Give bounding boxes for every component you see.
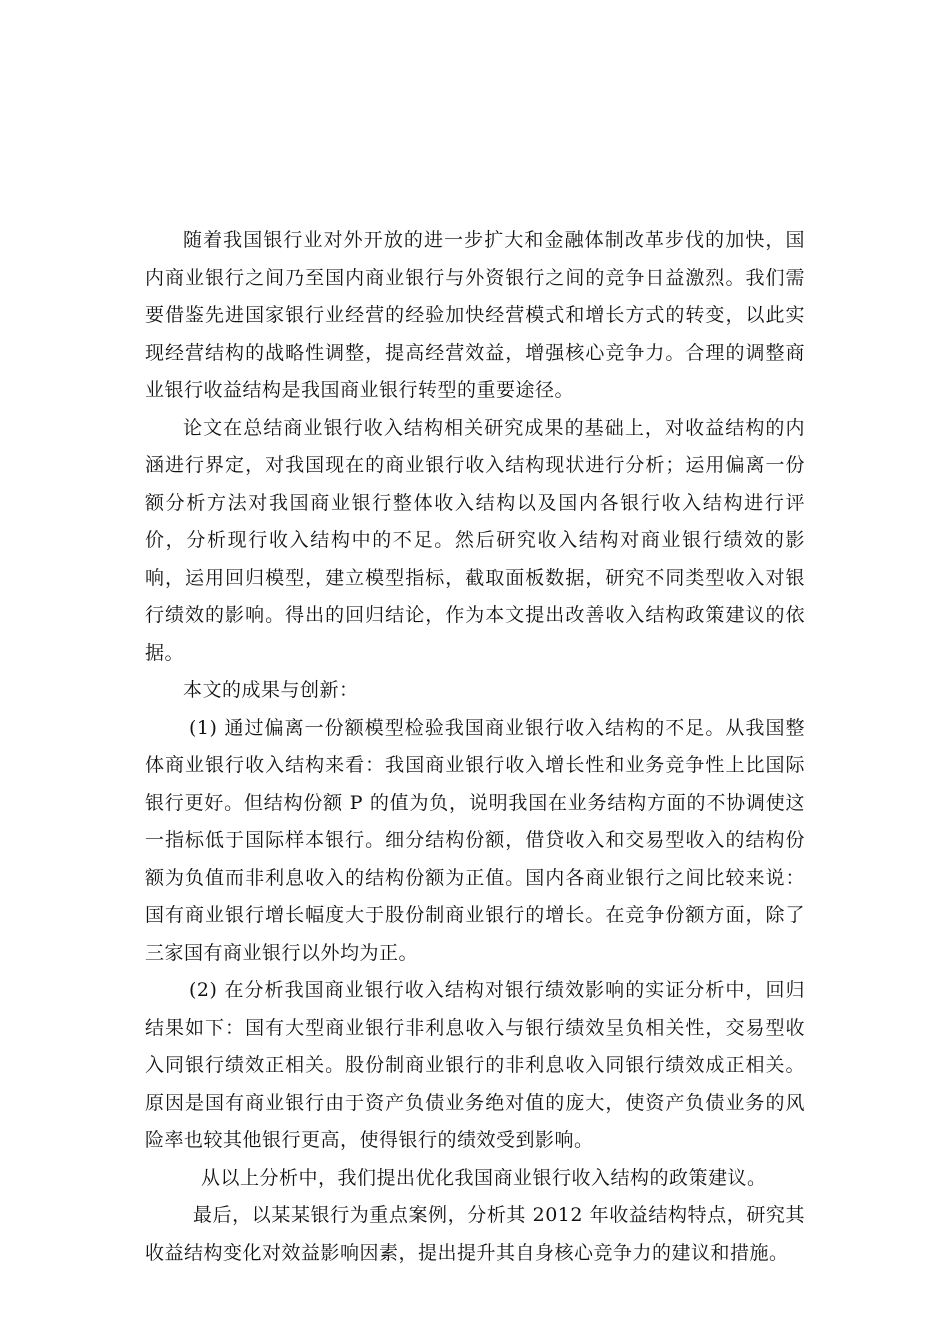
body-text (145, 222, 805, 1272)
paragraph-contributions-heading: 本文的成果与创新： (183, 679, 359, 701)
paragraph-contribution-1: (1) 通过偏离一份额模型检验我国商业银行收入结构的不足。从我国整体商业银行收入结构来看：我国商业银行收入增长性和业务竞争性上比国际银行更好。但结构份额 P 的值为负，说明我国在业务结构方面的不协调使这一指标低于国际样本银行。细分结构份额，借贷收入和交易型收入的结构份额为负值而非利息收入的结构份额为正值。国内各商业银行之间比较来说：国有商业银行增长幅度大于股份制商业银行的增长。在竞争份额方面，除了三家国有商业银行以外均为正。 (145, 716, 805, 964)
paragraph-case-study: 最后，以某某银行为重点案例，分析其 2012 年收益结构特点，研究其收益结构变化对效益影响因素，提出提升其自身核心竞争力的建议和措施。 (145, 1204, 805, 1264)
paragraph-intro: 随着我国银行业对外开放的进一步扩大和金融体制改革步伐的加快，国内商业银行之间乃至国内商业银行与外资银行之间的竞争日益激烈。我们需要借鉴先进国家银行业经营的经验加快经营模式和增长方式的转变，以此实现经营结构的战略性调整，提高经营效益，增强核心竞争力。合理的调整商业银行收益结构是我国商业银行转型的重要途径。 (145, 229, 805, 401)
paragraph-contribution-2: (2) 在分析我国商业银行收入结构对银行绩效影响的实证分析中，回归结果如下：国有大型商业银行非利息收入与银行绩效呈负相关性，交易型收入同银行绩效正相关。股份制商业银行的非利息收入同银行绩效成正相关。原因是国有商业银行由于资产负债业务绝对值的庞大，使资产负债业务的风险率也较其他银行更高，使得银行的绩效受到影响。 (145, 979, 805, 1151)
paragraph-thesis-summary: 论文在总结商业银行收入结构相关研究成果的基础上，对收益结构的内涵进行界定，对我国现在的商业银行收入结构现状进行分析；运用偏离一份额分析方法对我国商业银行整体收入结构以及国内各银行收入结构进行评价，分析现行收入结构中的不足。然后研究收入结构对商业银行绩效的影响，运用回归模型，建立模型指标，截取面板数据，研究不同类型收入对银行绩效的影响。得出的回归结论，作为本文提出改善收入结构政策建议的依据。 (145, 416, 805, 664)
paragraph-policy: 从以上分析中，我们提出优化我国商业银行收入结构的政策建议。 (201, 1166, 767, 1189)
